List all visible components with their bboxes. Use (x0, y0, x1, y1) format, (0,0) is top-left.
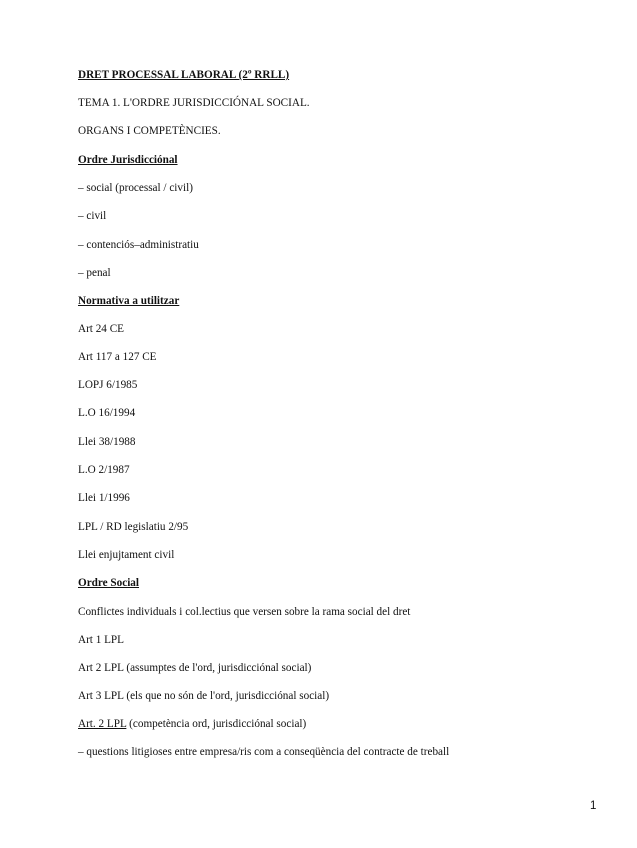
norm-item-lo16: L.O 16/1994 (78, 407, 136, 419)
list-item-penal: – penal (78, 267, 111, 279)
article-item-art1: Art 1 LPL (78, 634, 124, 646)
norm-item-lo2: L.O 2/1987 (78, 464, 130, 476)
article-item-art2-competencia (78, 717, 306, 731)
topic-subheading: ORGANS I COMPETÈNCIES. (78, 125, 221, 137)
document-title: DRET PROCESSAL LABORAL (2º RRLL) (78, 69, 290, 81)
section-heading-ordre-social: Ordre Social (78, 577, 140, 589)
art2-description: (competència ord, jurisdicciónal social) (126, 718, 307, 730)
list-item-civil: – civil (78, 210, 107, 222)
list-item-questions-litigioses: – questions litigioses entre empresa/ris com a conseqüència del contracte de treball (78, 746, 450, 758)
list-item-contencios: – contenciós–administratiu (78, 239, 199, 251)
list-item-social: – social (processal / civil) (78, 182, 193, 194)
section-heading-ordre-jurisdiccional: Ordre Jurisdicciónal (78, 154, 178, 166)
page-number: 1 (590, 800, 597, 812)
norm-item-lopj: LOPJ 6/1985 (78, 379, 138, 391)
norm-item-lec: Llei enjujtament civil (78, 549, 175, 561)
norm-item-llei38: Llei 38/1988 (78, 436, 136, 448)
norm-item-art24: Art 24 CE (78, 323, 124, 335)
norm-item-llei1: Llei 1/1996 (78, 492, 130, 504)
norm-item-art117: Art 117 a 127 CE (78, 351, 157, 363)
art2-link[interactable]: Art. 2 LPL (78, 718, 127, 730)
article-item-art2: Art 2 LPL (assumptes de l'ord, jurisdicciónal social) (78, 662, 312, 674)
topic-heading: TEMA 1. L'ORDRE JURISDICCIÓNAL SOCIAL. (78, 97, 310, 109)
paragraph-conflictes: Conflictes individuals i col.lectius que versen sobre la rama social del dret (78, 606, 411, 618)
section-heading-normativa: Normativa a utilitzar (78, 295, 180, 307)
article-item-art3: Art 3 LPL (els que no són de l'ord, jurisdicciónal social) (78, 690, 330, 702)
norm-item-lpl: LPL / RD legislatiu 2/95 (78, 521, 189, 533)
